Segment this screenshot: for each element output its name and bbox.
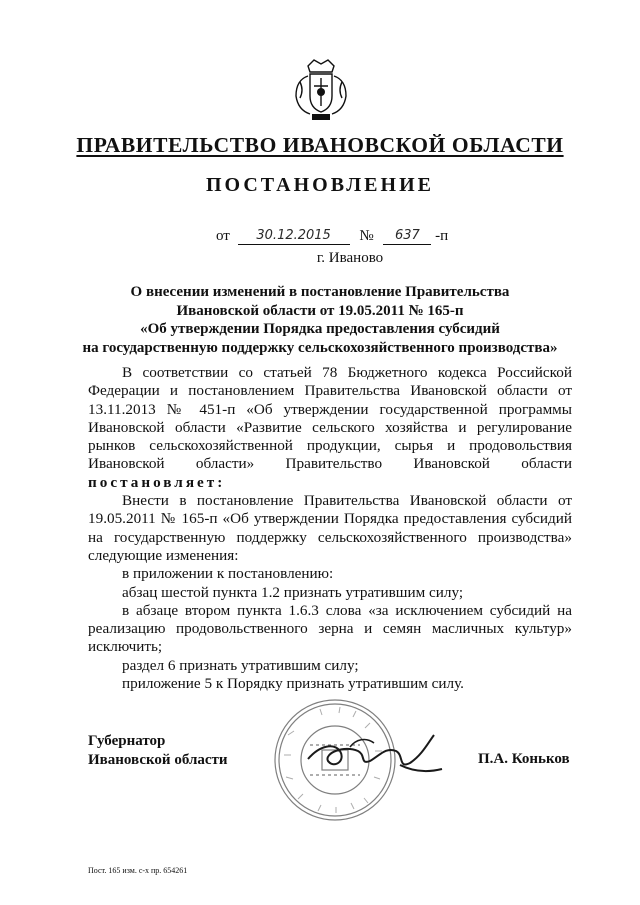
title-line: на государственную поддержку сельскохозяйственного производства» (82, 339, 558, 356)
handwritten-signature (300, 725, 450, 785)
document-type-heading: ПОСТАНОВЛЕНИЕ (206, 174, 434, 196)
footer-note: Пост. 165 изм. с-х пр. 654261 (88, 866, 188, 875)
list-item: в приложении к постановлению: (122, 565, 334, 583)
list-item: в абзаце втором пункта 1.6.3 слова «за исключением субсидий на реализацию продовольственного зерна и семян масличных культур» исключить; (88, 601, 572, 656)
coat-of-arms-emblem (288, 52, 354, 124)
signatory-title (88, 732, 228, 770)
document-body (88, 364, 572, 693)
main-paragraph: Внести в постановление Правительства Ивановской области от 19.05.2011 № 165-п «Об утверждении Порядка предоставления субсидий на государственную поддержку сельскохозяйственного производства» следующие изменения: (88, 492, 572, 564)
list-item: раздел 6 признать утратившим силу; (122, 656, 359, 674)
signatory-title-line: Ивановской области (88, 752, 228, 768)
title-line: О внесении изменений в постановление Правительства (130, 284, 510, 300)
list-item: приложение 5 к Порядку признать утратившим силу. (122, 675, 464, 693)
decree-word: постановляет: (88, 473, 226, 491)
handwritten-number: 637 (383, 228, 431, 245)
city-line: г. Иваново (316, 250, 384, 266)
signatory-name: П.А. Коньков (478, 751, 570, 767)
title-line: Ивановской области от 19.05.2011 № 165-п (176, 302, 464, 319)
signatory-title-line: Губернатор (88, 733, 166, 749)
organization-heading: ПРАВИТЕЛЬСТВО ИВАНОВСКОЙ ОБЛАСТИ (76, 133, 564, 157)
title-line: «Об утверждении Порядка предоставления субсидий (140, 321, 500, 337)
handwritten-date: 30.12.2015 (238, 228, 350, 245)
list-item: абзац шестой пункта 1.2 признать утратившим силу; (122, 583, 464, 601)
preamble-paragraph (88, 364, 572, 492)
number-prefix: № (359, 228, 374, 244)
document-title (60, 283, 580, 357)
date-number-line (216, 228, 448, 250)
date-prefix: от (216, 228, 230, 244)
preamble-text: В соответствии со статьей 78 Бюджетного кодекса Российской Федерации и постановлением Правительства Ивановской области от 13.11.2013 № 451-п «Об утверждении государственной программы Ивановской области «Развитие сельского хозяйства и регулирование рынков сельскохозяйственной продукции, сырья и продовольствия Ивановской области» Правительство Ивановской области (88, 364, 572, 473)
number-suffix: -п (435, 228, 449, 244)
